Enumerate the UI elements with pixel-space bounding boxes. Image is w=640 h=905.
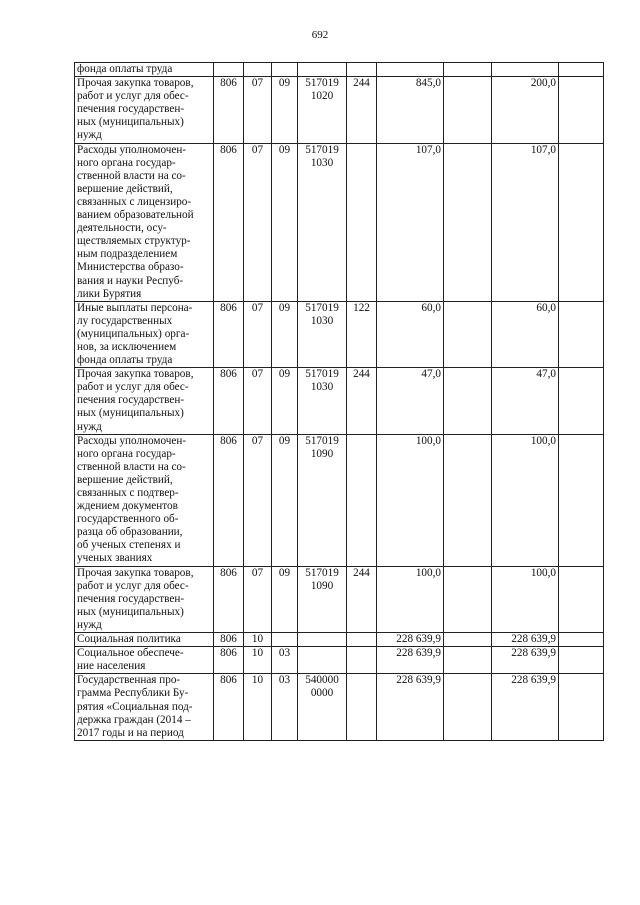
amount-cell-2: 100,0 xyxy=(492,566,559,632)
target-article-cell xyxy=(298,77,347,143)
expense-type-cell: 244 xyxy=(347,566,377,632)
table-row xyxy=(75,368,604,434)
row-name-cell xyxy=(75,434,214,566)
row-name-cell xyxy=(75,566,214,632)
row-name-line: вершение действий, xyxy=(77,182,173,195)
empty-cell xyxy=(559,143,604,301)
row-name-line: Прочая закупка товаров, xyxy=(77,566,194,579)
grbs-code-cell: 806 xyxy=(214,77,244,143)
expense-type-cell xyxy=(347,647,377,674)
row-name-line: лу государственных xyxy=(77,314,173,327)
subsection-code-cell: 09 xyxy=(272,368,298,434)
row-name-line: фонда оплаты труда xyxy=(77,354,173,367)
grbs-code-cell: 806 xyxy=(214,566,244,632)
target-article-line: 517019 xyxy=(305,77,339,90)
empty-cell xyxy=(559,434,604,566)
target-article-cell xyxy=(298,434,347,566)
row-name-line: ждением документов xyxy=(77,500,178,513)
row-name-line: Прочая закупка товаров, xyxy=(77,368,194,381)
target-article-line: 1030 xyxy=(310,314,334,327)
section-code-cell: 07 xyxy=(244,434,272,566)
grbs-code-cell xyxy=(214,63,244,77)
row-name-line: ственной власти на со- xyxy=(77,169,186,182)
row-name-line: ным подразделением xyxy=(77,248,178,261)
row-name-cell xyxy=(75,63,214,77)
expense-type-cell xyxy=(347,633,377,647)
empty-cell xyxy=(559,77,604,143)
row-name-line: Государственная про- xyxy=(77,674,181,687)
row-name-line: связанных с лицензиро- xyxy=(77,195,192,208)
row-name-line: ществляемых структур- xyxy=(77,235,191,248)
amount-cell-1: 100,0 xyxy=(377,434,444,566)
amount-cell-2: 228 639,9 xyxy=(492,647,559,674)
empty-cell xyxy=(559,633,604,647)
empty-cell xyxy=(559,368,604,434)
row-name-line: об ученых степенях и xyxy=(77,539,181,552)
amount-cell-1: 228 639,9 xyxy=(377,674,444,740)
expense-type-cell: 244 xyxy=(347,77,377,143)
target-article-cell xyxy=(298,63,347,77)
target-article-cell xyxy=(298,633,347,647)
section-code-cell: 10 xyxy=(244,647,272,674)
target-article-cell xyxy=(298,647,347,674)
empty-cell xyxy=(444,368,492,434)
row-name-line: ных (муниципальных) xyxy=(77,116,184,129)
row-name-line: Расходы уполномочен- xyxy=(77,143,187,156)
row-name-line: держка граждан (2014 – xyxy=(77,713,191,726)
row-name-cell xyxy=(75,368,214,434)
table-row xyxy=(75,77,604,143)
grbs-code-cell: 806 xyxy=(214,368,244,434)
empty-cell xyxy=(444,143,492,301)
row-name-line: печения государствен- xyxy=(77,103,185,116)
row-name-line: Социальное обеспече- xyxy=(77,647,184,660)
target-article-line: 517019 xyxy=(305,143,339,156)
grbs-code-cell: 806 xyxy=(214,301,244,367)
grbs-code-cell: 806 xyxy=(214,633,244,647)
subsection-code-cell: 03 xyxy=(272,647,298,674)
table-body xyxy=(75,63,604,741)
empty-cell xyxy=(444,647,492,674)
row-name-line: грамма Республики Бу- xyxy=(77,687,189,700)
row-name-cell xyxy=(75,633,214,647)
amount-cell-1: 228 639,9 xyxy=(377,647,444,674)
target-article-line: 517019 xyxy=(305,434,339,447)
subsection-code-cell: 09 xyxy=(272,77,298,143)
amount-cell-2: 47,0 xyxy=(492,368,559,434)
table-row xyxy=(75,566,604,632)
empty-cell xyxy=(444,301,492,367)
empty-cell xyxy=(444,434,492,566)
section-code-cell xyxy=(244,63,272,77)
target-article-line: 1030 xyxy=(310,381,334,394)
row-name-line: разца об образовании, xyxy=(77,526,183,539)
row-name-line: ние населения xyxy=(77,660,146,673)
subsection-code-cell: 09 xyxy=(272,143,298,301)
amount-cell-2: 228 639,9 xyxy=(492,633,559,647)
row-name-line: работ и услуг для обес- xyxy=(77,381,189,394)
section-code-cell: 10 xyxy=(244,674,272,740)
table-row xyxy=(75,647,604,674)
row-name-line: Иные выплаты персона- xyxy=(77,301,193,314)
grbs-code-cell: 806 xyxy=(214,674,244,740)
row-name-line: печения государствен- xyxy=(77,394,185,407)
target-article-cell xyxy=(298,674,347,740)
amount-cell-1: 228 639,9 xyxy=(377,633,444,647)
amount-cell-2: 200,0 xyxy=(492,77,559,143)
empty-cell xyxy=(559,301,604,367)
expense-type-cell xyxy=(347,674,377,740)
empty-cell xyxy=(444,674,492,740)
amount-cell-1: 100,0 xyxy=(377,566,444,632)
row-name-line: Министерства образо- xyxy=(77,261,184,274)
empty-cell xyxy=(444,633,492,647)
page-number: 692 xyxy=(311,29,329,41)
grbs-code-cell: 806 xyxy=(214,434,244,566)
target-article-line: 517019 xyxy=(305,301,339,314)
amount-cell-2 xyxy=(492,63,559,77)
section-code-cell: 10 xyxy=(244,633,272,647)
amount-cell-1: 47,0 xyxy=(377,368,444,434)
table-row xyxy=(75,674,604,740)
section-code-cell: 07 xyxy=(244,368,272,434)
row-name-line: нужд xyxy=(77,420,102,433)
row-name-line: рятия «Социальная под- xyxy=(77,700,193,713)
row-name-line: 2017 годы и на период xyxy=(77,726,184,739)
section-code-cell: 07 xyxy=(244,143,272,301)
amount-cell-1: 107,0 xyxy=(377,143,444,301)
amount-cell-1 xyxy=(377,63,444,77)
amount-cell-2: 100,0 xyxy=(492,434,559,566)
row-name-cell xyxy=(75,301,214,367)
row-name-line: ного органа государ- xyxy=(77,447,176,460)
target-article-line: 1090 xyxy=(310,447,334,460)
subsection-code-cell: 03 xyxy=(272,674,298,740)
row-name-line: Расходы уполномочен- xyxy=(77,434,187,447)
amount-cell-1: 845,0 xyxy=(377,77,444,143)
empty-cell xyxy=(559,674,604,740)
row-name-line: связанных с подтвер- xyxy=(77,487,179,499)
target-article-line: 1020 xyxy=(310,90,334,103)
budget-table xyxy=(74,62,604,741)
row-name-line: печения государствен- xyxy=(77,592,185,605)
row-name-cell xyxy=(75,647,214,674)
target-article-line: 1090 xyxy=(310,579,334,592)
expense-type-cell xyxy=(347,143,377,301)
amount-cell-2: 228 639,9 xyxy=(492,674,559,740)
section-code-cell: 07 xyxy=(244,77,272,143)
target-article-cell xyxy=(298,301,347,367)
target-article-line: 517019 xyxy=(305,566,339,579)
row-name-cell xyxy=(75,77,214,143)
target-article-cell xyxy=(298,143,347,301)
row-name-line: работ и услуг для обес- xyxy=(77,579,189,592)
empty-cell xyxy=(444,77,492,143)
subsection-code-cell: 09 xyxy=(272,434,298,566)
subsection-code-cell: 09 xyxy=(272,301,298,367)
empty-cell xyxy=(559,647,604,674)
row-name-line: Социальная политика xyxy=(77,633,181,646)
target-article-line: 1030 xyxy=(310,156,334,169)
subsection-code-cell xyxy=(272,63,298,77)
row-name-line: государственного об- xyxy=(77,513,179,526)
target-article-cell xyxy=(298,566,347,632)
empty-cell xyxy=(444,566,492,632)
section-code-cell: 07 xyxy=(244,301,272,367)
empty-cell xyxy=(444,63,492,77)
grbs-code-cell: 806 xyxy=(214,647,244,674)
table-row xyxy=(75,63,604,77)
amount-cell-2: 60,0 xyxy=(492,301,559,367)
subsection-code-cell xyxy=(272,633,298,647)
target-article-line: 0000 xyxy=(310,687,334,700)
row-name-line: Прочая закупка товаров, xyxy=(77,77,194,90)
table-row xyxy=(75,633,604,647)
row-name-line: вершение действий, xyxy=(77,473,173,486)
empty-cell xyxy=(559,63,604,77)
row-name-line: лики Бурятия xyxy=(77,287,142,300)
table-row xyxy=(75,434,604,566)
row-name-line: вания и науки Респуб- xyxy=(77,274,184,287)
expense-type-cell: 122 xyxy=(347,301,377,367)
section-code-cell: 07 xyxy=(244,566,272,632)
empty-cell xyxy=(559,566,604,632)
row-name-line: ных (муниципальных) xyxy=(77,605,184,618)
row-name-line: ственной власти на со- xyxy=(77,460,186,473)
table-row xyxy=(75,143,604,301)
row-name-line: ученых званиях xyxy=(77,552,153,565)
row-name-line: нов, за исключением xyxy=(77,340,177,353)
row-name-line: нужд xyxy=(77,618,102,631)
row-name-line: нужд xyxy=(77,129,102,142)
row-name-line: деятельности, осу- xyxy=(77,222,167,235)
target-article-line: 540000 xyxy=(305,674,339,687)
row-name-line: ного органа государ- xyxy=(77,156,176,169)
expense-type-cell xyxy=(347,63,377,77)
row-name-line: работ и услуг для обес- xyxy=(77,90,189,103)
row-name-line: (муниципальных) орга- xyxy=(77,327,190,340)
amount-cell-2: 107,0 xyxy=(492,143,559,301)
grbs-code-cell: 806 xyxy=(214,143,244,301)
target-article-line: 517019 xyxy=(305,368,339,381)
amount-cell-1: 60,0 xyxy=(377,301,444,367)
subsection-code-cell: 09 xyxy=(272,566,298,632)
row-name-cell xyxy=(75,143,214,301)
expense-type-cell xyxy=(347,434,377,566)
expense-type-cell: 244 xyxy=(347,368,377,434)
row-name-cell xyxy=(75,674,214,740)
table-row xyxy=(75,301,604,367)
target-article-cell xyxy=(298,368,347,434)
row-name-line: ных (муниципальных) xyxy=(77,407,184,420)
row-name-line: ванием образовательной xyxy=(77,209,194,222)
row-name-line: фонда оплаты труда xyxy=(77,63,173,75)
